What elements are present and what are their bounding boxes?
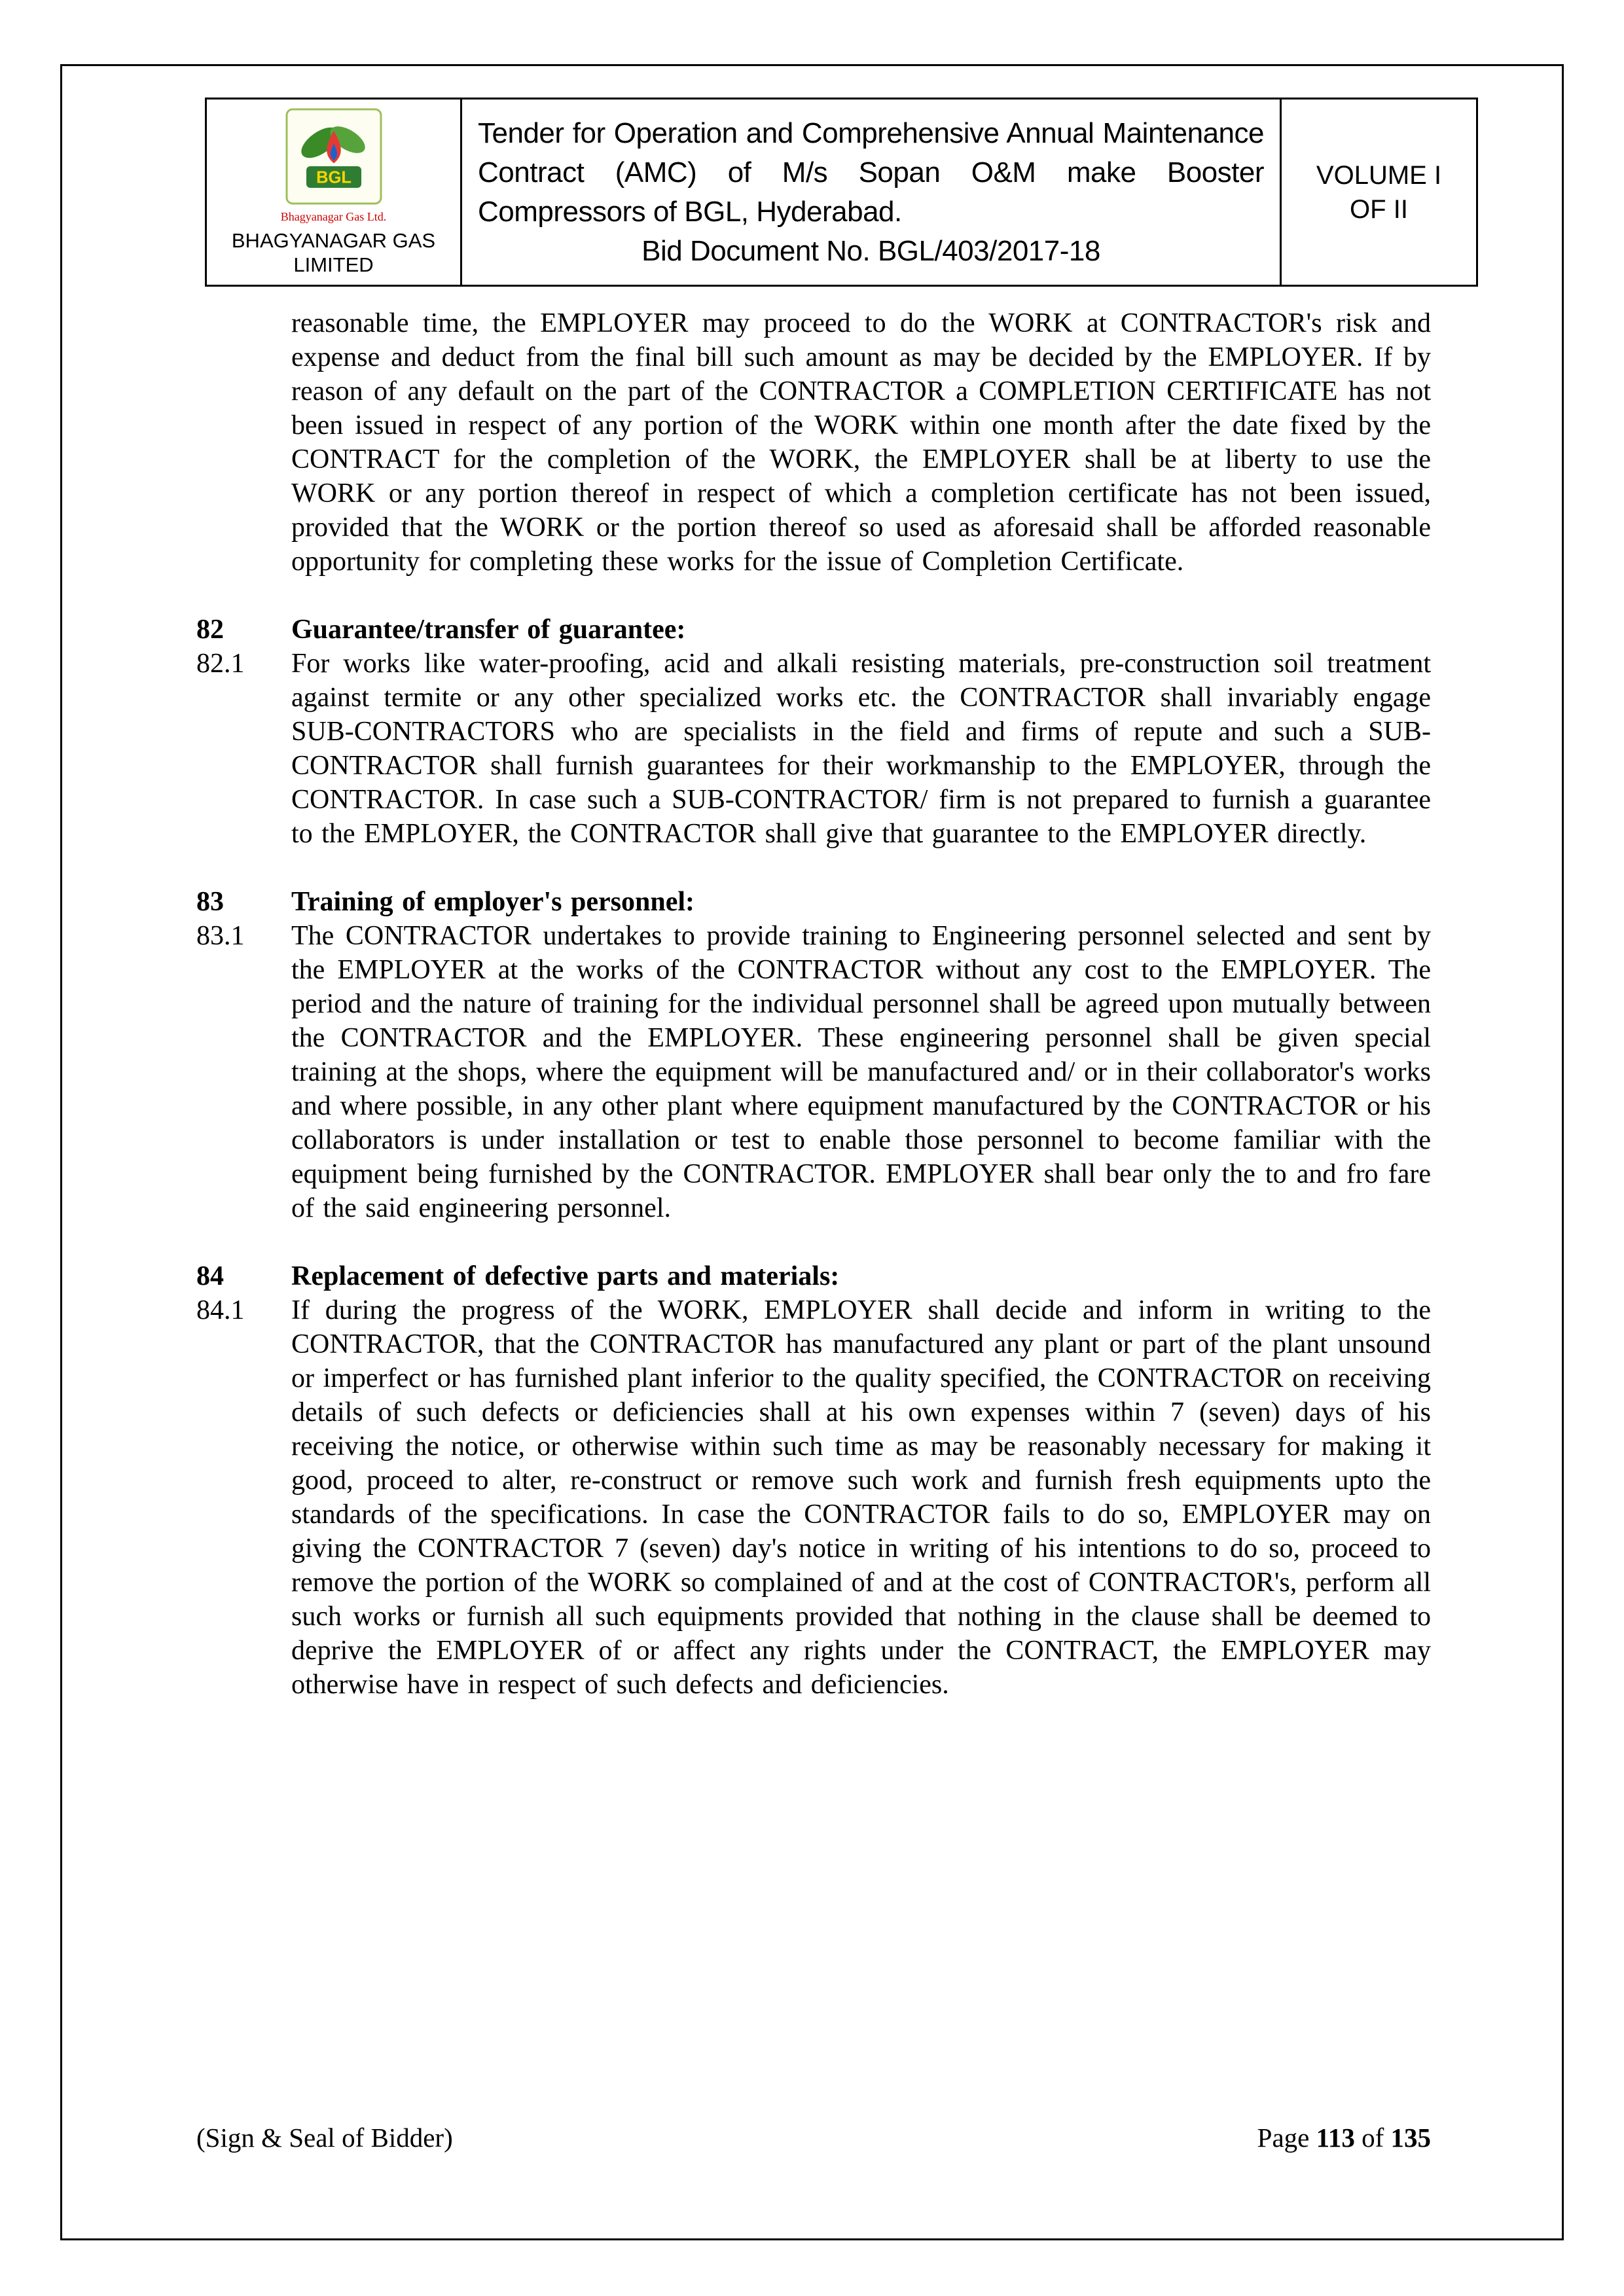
page-current: 113 (1316, 2123, 1355, 2153)
company-name-line1: BHAGYANAGAR GAS (231, 229, 436, 252)
intro-number-spacer (196, 306, 291, 579)
clause-82-1-row (196, 647, 1431, 851)
section-83-heading: Training of employer's personnel: (291, 887, 695, 918)
clause-84-1-row (196, 1293, 1431, 1702)
company-name-line2: LIMITED (293, 253, 374, 276)
section-84-heading: Replacement of defective parts and materials: (291, 1261, 840, 1292)
page-border (60, 64, 1564, 2240)
clause-83-1-text: The CONTRACTOR undertakes to provide training to Engineering personnel selected and sent by the EMPLOYER at the works of the CONTRACTOR without any cost to the EMPLOYER. The period and the nature of training for the individual personnel shall be agreed upon mutually between the CONTRACTOR and the EMPLOYER. These engineering personnel shall be given special training at the shops, where the equipment will be manufactured and/ or in their collaborator's works and where possible, in any other plant where equipment manufactured by the CONTRACTOR or his collaborators is under installation or test to enable those personnel to become familiar with the equipment being furnished by the CONTRACTOR. EMPLOYER shall bear only the to and fro fare of the said engineering personnel. (291, 921, 1431, 1224)
page-number (1257, 2121, 1431, 2155)
sign-seal-label: (Sign & Seal of Bidder) (196, 2123, 453, 2153)
volume-line1: VOLUME I (1316, 160, 1442, 190)
section-83 (196, 885, 1431, 1225)
document-header-table (205, 98, 1478, 287)
section-82-heading: Guarantee/transfer of guarantee: (291, 615, 686, 645)
page-total: 135 (1390, 2123, 1431, 2153)
title-cell (461, 99, 1281, 286)
clause-84-1-text: If during the progress of the WORK, EMPLOYER shall decide and inform in writing to the CONTRACTOR, that the CONTRACTOR has manufactured any plant or part of the plant unsound or imperfect or has furnished plant inferior to the quality specified, the CONTRACTOR on receiving details of such defects or deficiencies shall at his own expenses within 7 (seven) days of his receiving the notice, or otherwise within such time as may be reasonably necessary for making it good, proceed to alter, re-construct or remove such work and furnish fresh equipments upto the standards of the specifications. In case the CONTRACTOR fails to do so, EMPLOYER may on giving the CONTRACTOR 7 (seven) day's notice in writing of his intentions to do so, proceed to remove the portion of the WORK so complained of and at the cost of CONTRACTOR's, perform all such works or furnish all such equipments provided that nothing in the clause shall be deemed to deprive the EMPLOYER of or affect any rights under the CONTRACT, the EMPLOYER may otherwise have in respect of such defects and deficiencies. (291, 1295, 1431, 1700)
intro-paragraph-row (196, 306, 1431, 579)
section-84-heading-row (196, 1259, 1431, 1293)
of-word: of (1362, 2123, 1384, 2153)
logo-cell (206, 99, 461, 286)
section-84-number: 84 (196, 1261, 224, 1292)
section-82 (196, 613, 1431, 851)
section-83-heading-row (196, 885, 1431, 919)
intro-paragraph: reasonable time, the EMPLOYER may proceed to do the WORK at CONTRACTOR's risk and expense and deduct from the final bill such amount as may be decided by the EMPLOYER. If by reason of any default on the part of the CONTRACTOR a COMPLETION CERTIFICATE has not been issued in respect of any portion of the WORK within one month after the date fixed by the CONTRACT for the completion of the WORK, the EMPLOYER shall be at liberty to use the WORK or any portion thereof in respect of which a completion certificate has not been issued, provided that the WORK or the portion thereof so used as aforesaid shall be afforded reasonable opportunity for completing these works for the issue of Completion Certificate. (291, 308, 1431, 577)
section-83-number: 83 (196, 887, 224, 918)
bid-document-number: Bid Document No. BGL/403/2017-18 (641, 234, 1100, 267)
clause-83-1-row (196, 919, 1431, 1225)
volume-cell (1281, 99, 1477, 286)
clause-82-1-text: For works like water-proofing, acid and alkali resisting materials, pre-construction soil treatment against termite or any other specialized works etc. the CONTRACTOR shall invariably engage SUB-CONTRACTORS who are specialists in the field and firms of repute and such a SUB-CONTRACTOR shall furnish guarantees for their workmanship to the EMPLOYER, through the CONTRACTOR. In case such a SUB-CONTRACTOR/ firm is not prepared to furnish a guarantee to the EMPLOYER, the CONTRACTOR shall give that guarantee to the EMPLOYER directly. (291, 649, 1431, 850)
document-body (196, 306, 1431, 1702)
tender-title: Tender for Operation and Comprehensive Annual Maintenance Contract (AMC) of M/s Sopan O&M make Booster Compressors of BGL, Hyderabad. (478, 117, 1264, 228)
clause-83-1-number: 83.1 (196, 921, 245, 952)
section-84 (196, 1259, 1431, 1702)
clause-82-1-number: 82.1 (196, 649, 245, 679)
section-82-number: 82 (196, 615, 224, 645)
page-footer (196, 2121, 1431, 2155)
volume-line2: OF II (1350, 194, 1408, 224)
logo-tagline: Bhagyanagar Gas Ltd. (280, 210, 387, 223)
company-name (212, 229, 455, 277)
section-82-heading-row (196, 613, 1431, 647)
svg-text:BGL: BGL (316, 168, 352, 187)
page-word: Page (1257, 2123, 1310, 2153)
bgl-logo-icon (285, 168, 383, 208)
clause-84-1-number: 84.1 (196, 1295, 245, 1326)
